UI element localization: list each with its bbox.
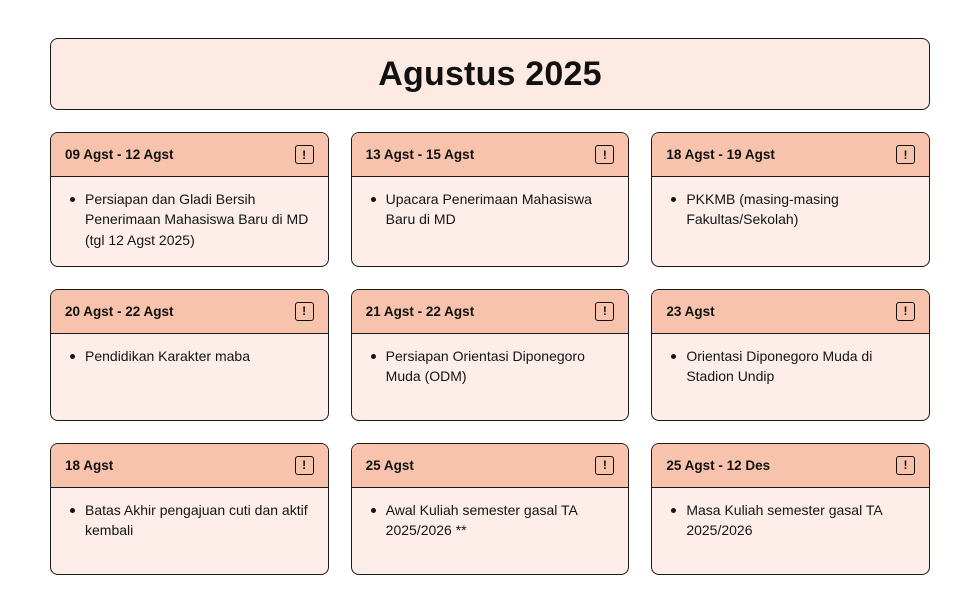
event-card bbox=[351, 289, 630, 421]
event-item-list bbox=[666, 189, 915, 230]
list-item: Persiapan Orientasi Diponegoro Muda (ODM) bbox=[366, 346, 615, 387]
event-date-range: 09 Agst - 12 Agst bbox=[65, 147, 174, 162]
list-item: Awal Kuliah semester gasal TA 2025/2026 ** bbox=[366, 500, 615, 541]
event-card bbox=[351, 443, 630, 575]
event-card bbox=[651, 132, 930, 267]
event-date-range: 13 Agst - 15 Agst bbox=[365, 147, 475, 162]
event-card-body bbox=[652, 177, 929, 266]
event-date-range: 25 Agst bbox=[365, 457, 414, 473]
event-item-list bbox=[366, 189, 615, 230]
event-date-range: 18 Agst bbox=[65, 457, 114, 473]
event-item-list bbox=[65, 346, 314, 366]
event-date-range: 18 Agst - 19 Agst bbox=[666, 147, 775, 162]
alert-icon: ! bbox=[896, 302, 915, 321]
event-date-range: 23 Agst bbox=[666, 303, 715, 319]
list-item: Upacara Penerimaan Mahasiswa Baru di MD bbox=[366, 189, 615, 230]
alert-icon: ! bbox=[295, 145, 314, 164]
event-card-body bbox=[51, 177, 328, 266]
alert-icon: ! bbox=[595, 456, 614, 475]
event-card-body bbox=[352, 334, 629, 420]
alert-icon: ! bbox=[295, 456, 314, 475]
event-card-header bbox=[352, 290, 629, 334]
alert-icon: ! bbox=[595, 145, 614, 164]
event-item-list bbox=[65, 189, 314, 250]
alert-icon: ! bbox=[595, 302, 614, 321]
event-card-body bbox=[352, 177, 629, 266]
event-card-body bbox=[51, 488, 328, 574]
event-card bbox=[50, 443, 329, 575]
event-card bbox=[50, 289, 329, 421]
event-card bbox=[651, 443, 930, 575]
event-card-body bbox=[51, 334, 328, 420]
event-card-body bbox=[652, 488, 929, 574]
list-item: PKKMB (masing-masing Fakultas/Sekolah) bbox=[666, 189, 915, 230]
event-card-header bbox=[652, 290, 929, 334]
event-date-range: 25 Agst - 12 Des bbox=[666, 457, 771, 473]
event-date-range: 20 Agst - 22 Agst bbox=[65, 303, 174, 319]
event-card bbox=[50, 132, 329, 267]
event-item-list bbox=[366, 500, 615, 541]
event-card bbox=[351, 132, 630, 267]
event-card-body bbox=[652, 334, 929, 420]
event-card bbox=[651, 289, 930, 421]
event-card-header bbox=[352, 444, 629, 488]
list-item: Persiapan dan Gladi Bersih Penerimaan Mahasiswa Baru di MD (tgl 12 Agst 2025) bbox=[65, 189, 314, 250]
event-card-grid bbox=[50, 132, 930, 575]
list-item: Batas Akhir pengajuan cuti dan aktif kembali bbox=[65, 500, 314, 541]
event-card-header bbox=[652, 133, 929, 177]
event-card-header bbox=[51, 444, 328, 488]
alert-icon: ! bbox=[896, 145, 915, 164]
event-card-header bbox=[352, 133, 629, 177]
event-card-header bbox=[51, 290, 328, 334]
list-item: Pendidikan Karakter maba bbox=[65, 346, 314, 366]
event-card-header bbox=[652, 444, 929, 488]
event-card-body bbox=[352, 488, 629, 574]
event-item-list bbox=[666, 346, 915, 387]
month-title-banner bbox=[50, 38, 930, 110]
event-item-list bbox=[366, 346, 615, 387]
event-date-range: 21 Agst - 22 Agst bbox=[365, 303, 475, 319]
alert-icon: ! bbox=[896, 456, 915, 475]
page-title: Agustus 2025 bbox=[378, 54, 602, 93]
event-item-list bbox=[666, 500, 915, 541]
list-item: Orientasi Diponegoro Muda di Stadion Undip bbox=[666, 346, 915, 387]
list-item: Masa Kuliah semester gasal TA 2025/2026 bbox=[666, 500, 915, 541]
event-item-list bbox=[65, 500, 314, 541]
alert-icon: ! bbox=[295, 302, 314, 321]
event-card-header bbox=[51, 133, 328, 177]
